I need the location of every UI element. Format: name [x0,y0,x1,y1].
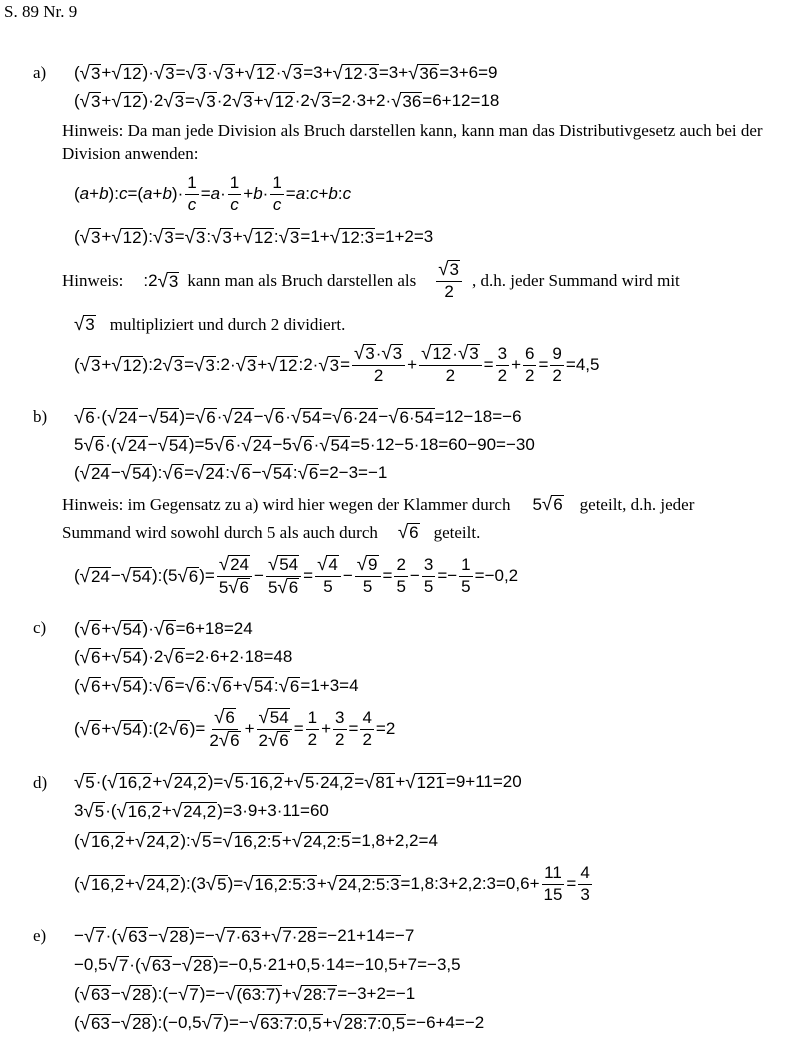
b-line-3: ( √ 24 − √ 54 ): √ 6 = √ 24 : √ 6 − √ 54 : √ 6 =2−3=−1 [74,458,387,488]
a-hint-distributive: Hinweis: Da man jede Division als Bruch darstellen kann, kann man das Distributivgesetz auch bei der Division anwenden: [62,121,763,163]
a-hint-divisor: :2 √ 3 [143,261,179,301]
label-a: a) [33,63,47,82]
label-d: d) [33,773,48,792]
page-header: S. 89 Nr. 9 [4,2,78,21]
c-line-4: ( √ 6 + √ 54 ):(2 √ 6 )= √ 6 2 √ 6 + √ 54 2 √ 6 = 1 2 + 3 2 = 4 2 =2 [74,706,395,752]
label-c: c) [33,618,47,637]
c-line-1: ( √ 6 + √ 54 )· √ 6 =6+18=24 [74,614,253,644]
b-hint-prefix: Hinweis: im Gegensatz zu a) wird hier wegen der Klammer durch [62,495,511,514]
a-hint-fraction-math: √ 3 2 [434,260,464,302]
a-hint-fraction-middle: kann man als Bruch darstellen als [187,271,417,290]
a-hint-fraction-cont [74,313,806,336]
b-hint-divisor: 5 √ 6 [532,493,563,516]
a-hint-fraction-end: multipliziert und durch 2 dividiert. [109,315,346,334]
a-line-4: ( √ 3 + √ 12 ):2 √ 3 = √ 3 :2· √ 3 + √ 12 :2· √ 3 = √ 3 · √ 3 2 + √ 12 · √ 3 2 = 3 2 + 6 2 = 9 2 =4,5 [74,342,599,388]
c-line-3: ( √ 6 + √ 54 ): √ 6 = √ 6 : √ 6 + √ 54 : √ 6 =1+3=4 [74,671,359,701]
label-b: b) [33,407,48,426]
e-line-4: ( √ 63 − √ 28 ):(−0,5 √ 7 )=− √ 63:7:0,5 + √ 28:7:0,5 =−6+4=−2 [74,1008,484,1038]
e-line-3: ( √ 63 − √ 28 ):(− √ 7 )=− √ (63:7) + √ 28:7 =−3+2=−1 [74,979,415,1009]
b-hint-line-2 [62,521,806,544]
a-hint-fraction-suffix: , d.h. jeder Summand wird mit [472,271,680,290]
label-e: e) [33,926,47,945]
d-line-1: √ 5 ·( √ 16,2 + √ 24,2 )= √ 5·16,2 + √ 5·24,2 = √ 81 + √ 121 =9+11=20 [74,767,522,797]
a-line-1: ( √ 3 + √ 12 )· √ 3 = √ 3 · √ 3 + √ 12 · √ 3 =3+ √ 12·3 =3+ √ 36 =3+6=9 [74,58,497,88]
d-line-3: ( √ 16,2 + √ 24,2 ): √ 5 = √ 16,2:5 + √ 24,2:5 =1,8+2,2=4 [74,826,438,856]
d-line-2: 3 √ 5 ·( √ 16,2 + √ 24,2 )=3·9+3·11=60 [74,796,329,826]
d-line-4: ( √ 16,2 + √ 24,2 ):(3 √ 5 )= √ 16,2:5:3 + √ 24,2:5:3 =1,8:3+2,2:3=0,6+ 11 15 = 4 3 [74,861,594,907]
a-formula-division: ( a + b ): c =( a + b )· 1 c = a · 1 c + b · 1 c = a : c + b : c [74,172,352,214]
b-hint-root6: √ 6 [398,523,420,542]
b-line-4: ( √ 24 − √ 54 ):(5 √ 6 )= √ 24 5 √ 6 − √ 54 5 √ 6 = √ 4 5 − √ 9 5 = 2 5 − 3 5 =− 1 5 =−0,2 [74,553,518,599]
e-line-1: − √ 7 ·( √ 63 − √ 28 )=− √ 7·63 + √ 7·28 =−21+14=−7 [74,921,414,951]
a-hint-root3: √ 3 [74,315,96,334]
b-hint-end: geteilt. [433,523,481,542]
b-hint-line-1 [62,493,806,516]
b-hint-cont: Summand wird sowohl durch 5 als auch durch [62,523,378,542]
a-hint-fraction [62,261,806,301]
b-line-2: 5 √ 6 ·( √ 24 − √ 54 )=5 √ 6 · √ 24 −5 √ 6 · √ 54 =5·12−5·18=60−90=−30 [74,430,535,460]
e-line-2: −0,5 √ 7 ·( √ 63 − √ 28 )=−0,5·21+0,5·14=−10,5+7=−3,5 [74,950,461,980]
a-line-3: ( √ 3 + √ 12 ): √ 3 = √ 3 : √ 3 + √ 12 : √ 3 =1+ √ 12:3 =1+2=3 [74,222,433,252]
c-line-2: ( √ 6 + √ 54 )·2 √ 6 =2·6+2·18=48 [74,642,292,672]
a-hint-fraction-prefix: Hinweis: [62,271,124,290]
b-line-1: √ 6 ·( √ 24 − √ 54 )= √ 6 · √ 24 − √ 6 · √ 54 = √ 6·24 − √ 6·54 =12−18=−6 [74,402,522,432]
b-hint-middle: geteilt, d.h. jeder [579,495,695,514]
a-line-2: ( √ 3 + √ 12 )·2 √ 3 = √ 3 ·2 √ 3 + √ 12 ·2 √ 3 =2·3+2· √ 36 =6+12=18 [74,86,499,116]
